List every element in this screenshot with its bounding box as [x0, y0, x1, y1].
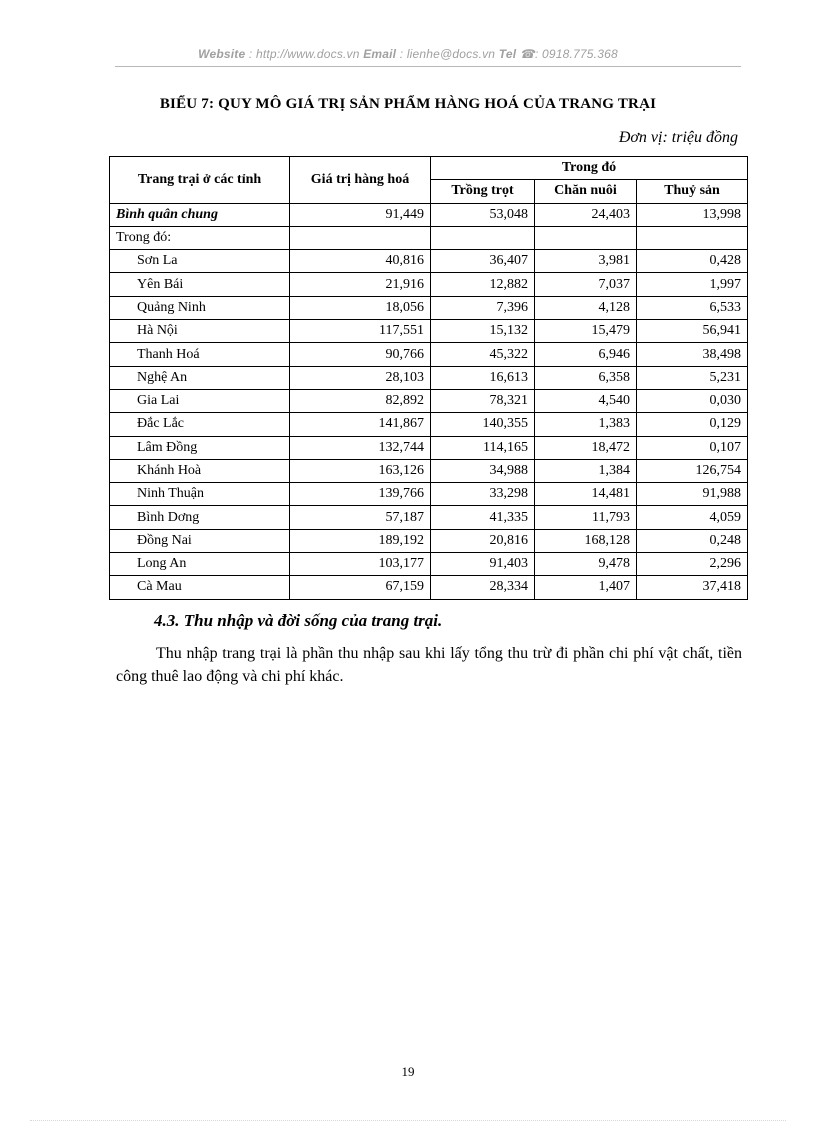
cell-value: 132,744 — [290, 436, 431, 459]
cell-crops: 16,613 — [431, 366, 535, 389]
cell-name: Đồng Nai — [110, 529, 290, 552]
table-row — [110, 296, 748, 319]
cell-crops: 91,403 — [431, 553, 535, 576]
cell-livestock: 4,128 — [535, 296, 637, 319]
cell-livestock: 11,793 — [535, 506, 637, 529]
table-row — [110, 413, 748, 436]
cell-value: 189,192 — [290, 529, 431, 552]
cell-livestock: 6,946 — [535, 343, 637, 366]
tel-value: : 0918.775.368 — [534, 47, 618, 61]
cell-name: Hà Nội — [110, 320, 290, 343]
table-row — [110, 320, 748, 343]
cell-name: Quảng Ninh — [110, 296, 290, 319]
cell-value: 141,867 — [290, 413, 431, 436]
cell-name: Bình Dơng — [110, 506, 290, 529]
header-crops: Trồng trọt — [431, 180, 535, 203]
page-header — [0, 47, 816, 61]
cell-name: Yên Bái — [110, 273, 290, 296]
table-row — [110, 459, 748, 482]
average-crops: 53,048 — [431, 203, 535, 226]
cell-aquaculture: 91,988 — [637, 483, 748, 506]
cell-aquaculture: 0,428 — [637, 250, 748, 273]
table-row — [110, 529, 748, 552]
cell-livestock: 1,383 — [535, 413, 637, 436]
of-which-row — [110, 226, 748, 249]
section-heading: 4.3. Thu nhập và đời sống của trang trại. — [154, 611, 443, 630]
cell-crops: 28,334 — [431, 576, 535, 599]
cell-name: Long An — [110, 553, 290, 576]
cell-value: 18,056 — [290, 296, 431, 319]
table-row — [110, 553, 748, 576]
email-label: Email — [363, 47, 397, 61]
cell-value: 67,159 — [290, 576, 431, 599]
cell-crops: 15,132 — [431, 320, 535, 343]
page-number: 19 — [401, 1064, 415, 1079]
table-row — [110, 250, 748, 273]
cell-name: Thanh Hoá — [110, 343, 290, 366]
average-value: 91,449 — [290, 203, 431, 226]
average-row — [110, 203, 748, 226]
cell-crops: 33,298 — [431, 483, 535, 506]
cell-crops: 34,988 — [431, 459, 535, 482]
cell-crops: 7,396 — [431, 296, 535, 319]
cell-livestock: 4,540 — [535, 389, 637, 412]
phone-icon: ☎ — [519, 47, 535, 61]
cell-livestock: 18,472 — [535, 436, 637, 459]
cell-crops: 41,335 — [431, 506, 535, 529]
header-aquaculture: Thuỷ sản — [637, 180, 748, 203]
table-row — [110, 506, 748, 529]
cell-aquaculture: 5,231 — [637, 366, 748, 389]
header-divider — [115, 66, 741, 67]
cell-livestock: 6,358 — [535, 366, 637, 389]
cell-aquaculture: 0,030 — [637, 389, 748, 412]
cell-aquaculture: 4,059 — [637, 506, 748, 529]
website-label: Website — [198, 47, 246, 61]
cell-aquaculture: 0,248 — [637, 529, 748, 552]
cell-crops: 140,355 — [431, 413, 535, 436]
cell-crops: 20,816 — [431, 529, 535, 552]
cell-livestock: 15,479 — [535, 320, 637, 343]
cell-aquaculture: 38,498 — [637, 343, 748, 366]
cell-crops: 12,882 — [431, 273, 535, 296]
farm-value-table — [109, 156, 748, 600]
cell-livestock: 7,037 — [535, 273, 637, 296]
cell-value: 90,766 — [290, 343, 431, 366]
cell-value: 117,551 — [290, 320, 431, 343]
average-aquaculture: 13,998 — [637, 203, 748, 226]
of-which-label: Trong đó: — [110, 226, 290, 249]
table-row — [110, 576, 748, 599]
header-livestock: Chăn nuôi — [535, 180, 637, 203]
cell-aquaculture: 0,129 — [637, 413, 748, 436]
cell-value: 57,187 — [290, 506, 431, 529]
cell-value: 21,916 — [290, 273, 431, 296]
cell-value: 82,892 — [290, 389, 431, 412]
cell-livestock: 3,981 — [535, 250, 637, 273]
cell-crops: 36,407 — [431, 250, 535, 273]
cell-aquaculture: 1,997 — [637, 273, 748, 296]
cell-value: 139,766 — [290, 483, 431, 506]
cell-name: Đắc Lắc — [110, 413, 290, 436]
header-of-which: Trong đó — [431, 157, 748, 180]
table-row — [110, 483, 748, 506]
cell-crops: 78,321 — [431, 389, 535, 412]
email-value: : lienhe@docs.vn — [399, 47, 496, 61]
cell-name: Cà Mau — [110, 576, 290, 599]
cell-value: 163,126 — [290, 459, 431, 482]
cell-name: Ninh Thuận — [110, 483, 290, 506]
page-title: BIỂU 7: QUY MÔ GIÁ TRỊ SẢN PHẨM HÀNG HOÁ CỦA TRANG TRẠI — [159, 96, 657, 112]
cell-livestock: 9,478 — [535, 553, 637, 576]
cell-value: 40,816 — [290, 250, 431, 273]
header-value: Giá trị hàng hoá — [290, 157, 431, 204]
cell-name: Gia Lai — [110, 389, 290, 412]
footer-divider — [30, 1120, 786, 1121]
cell-name: Khánh Hoà — [110, 459, 290, 482]
cell-livestock: 1,407 — [535, 576, 637, 599]
cell-name: Sơn La — [110, 250, 290, 273]
cell-aquaculture: 37,418 — [637, 576, 748, 599]
cell-value: 103,177 — [290, 553, 431, 576]
cell-livestock: 1,384 — [535, 459, 637, 482]
cell-crops: 45,322 — [431, 343, 535, 366]
cell-livestock: 14,481 — [535, 483, 637, 506]
cell-crops: 114,165 — [431, 436, 535, 459]
header-farms: Trang trại ở các tỉnh — [110, 157, 290, 204]
body-paragraph: Thu nhập trang trại là phần thu nhập sau khi lấy tổng thu trừ đi phần chi phí vật chất, tiền công thuê lao động và chi phí khác. — [116, 645, 742, 685]
cell-aquaculture: 56,941 — [637, 320, 748, 343]
table-row — [110, 389, 748, 412]
table-row — [110, 343, 748, 366]
tel-label: Tel — [498, 47, 517, 61]
cell-aquaculture: 126,754 — [637, 459, 748, 482]
cell-name: Nghệ An — [110, 366, 290, 389]
cell-value: 28,103 — [290, 366, 431, 389]
unit-label: Đơn vị: triệu đồng — [618, 129, 738, 146]
cell-aquaculture: 2,296 — [637, 553, 748, 576]
cell-name: Lâm Đồng — [110, 436, 290, 459]
website-value: : http://www.docs.vn — [248, 47, 360, 61]
cell-aquaculture: 0,107 — [637, 436, 748, 459]
average-livestock: 24,403 — [535, 203, 637, 226]
table-row — [110, 366, 748, 389]
average-label: Bình quân chung — [110, 203, 290, 226]
table-row — [110, 273, 748, 296]
cell-livestock: 168,128 — [535, 529, 637, 552]
table-row — [110, 436, 748, 459]
cell-aquaculture: 6,533 — [637, 296, 748, 319]
